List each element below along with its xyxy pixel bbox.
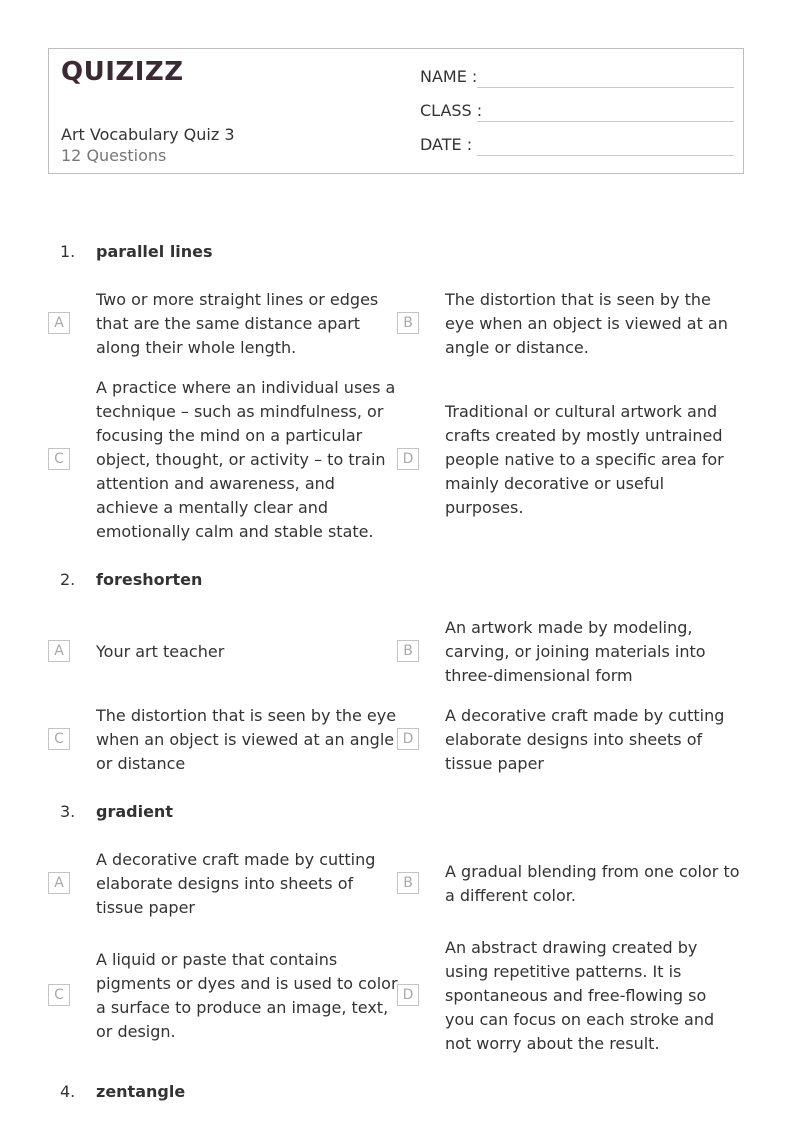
option-b-text: The distortion that is seen by the eye when an object is viewed at an angle or distance. <box>445 290 728 357</box>
name-line[interactable] <box>477 87 734 88</box>
option-c-box[interactable]: C <box>48 448 70 470</box>
option-d-text: A decorative craft made by cutting elaborate designs into sheets of tissue paper <box>445 706 725 773</box>
question-number: 4. <box>60 1082 76 1101</box>
option-b-box[interactable]: B <box>397 872 419 894</box>
class-label: CLASS : <box>420 101 483 120</box>
question-number: 2. <box>60 570 76 589</box>
option-b-text: A gradual blending from one color to a different color. <box>445 862 740 905</box>
date-line[interactable] <box>477 155 734 156</box>
option-b-box[interactable]: B <box>397 640 419 662</box>
option-d-box[interactable]: D <box>397 728 419 750</box>
option-a-box[interactable]: A <box>48 312 70 334</box>
option-d-box[interactable]: D <box>397 448 419 470</box>
question-term: foreshorten <box>96 570 203 589</box>
question-count: 12 Questions <box>61 146 167 165</box>
option-b-text: An artwork made by modeling, carving, or joining materials into three-dimensional form <box>445 618 706 685</box>
name-field[interactable] <box>420 67 734 91</box>
option-a-text: Your art teacher <box>96 642 225 661</box>
option-b-box[interactable]: B <box>397 312 419 334</box>
class-field[interactable] <box>420 101 734 125</box>
option-c-box[interactable]: C <box>48 728 70 750</box>
option-d-text: An abstract drawing created by using repetitive patterns. It is spontaneous and free-flowing so you can focus on each stroke and not worry about the result. <box>445 938 715 1053</box>
quizizz-logo: QUIZIZZ <box>61 57 184 87</box>
question-number: 3. <box>60 802 76 821</box>
question-number: 1. <box>60 242 76 261</box>
quiz-title: Art Vocabulary Quiz 3 <box>61 125 235 144</box>
option-c-text: A liquid or paste that contains pigments or dyes and is used to color a surface to produce an image, text, or design. <box>96 950 398 1041</box>
option-a-box[interactable]: A <box>48 640 70 662</box>
option-a-box[interactable]: A <box>48 872 70 894</box>
question-term: zentangle <box>96 1082 186 1101</box>
question-term: parallel lines <box>96 242 213 261</box>
class-line[interactable] <box>477 121 734 122</box>
question-term: gradient <box>96 802 173 821</box>
date-field[interactable] <box>420 135 734 159</box>
option-c-box[interactable]: C <box>48 984 70 1006</box>
option-a-text: A decorative craft made by cutting elaborate designs into sheets of tissue paper <box>96 850 376 917</box>
option-a-text: Two or more straight lines or edges that are the same distance apart along their whole length. <box>96 290 379 357</box>
date-label: DATE : <box>420 135 473 154</box>
option-c-text: The distortion that is seen by the eye when an object is viewed at an angle or distance <box>96 706 397 773</box>
worksheet-header <box>48 48 744 174</box>
name-label: NAME : <box>420 67 478 86</box>
option-c-text: A practice where an individual uses a technique – such as mindfulness, or focusing the mind on a particular object, thought, or activity – to train attention and awareness, and achieve a mentally clear and emotionally calm and stable state. <box>96 378 396 541</box>
option-d-text: Traditional or cultural artwork and crafts created by mostly untrained people native to a specific area for mainly decorative or useful purposes. <box>445 402 724 517</box>
option-d-box[interactable]: D <box>397 984 419 1006</box>
